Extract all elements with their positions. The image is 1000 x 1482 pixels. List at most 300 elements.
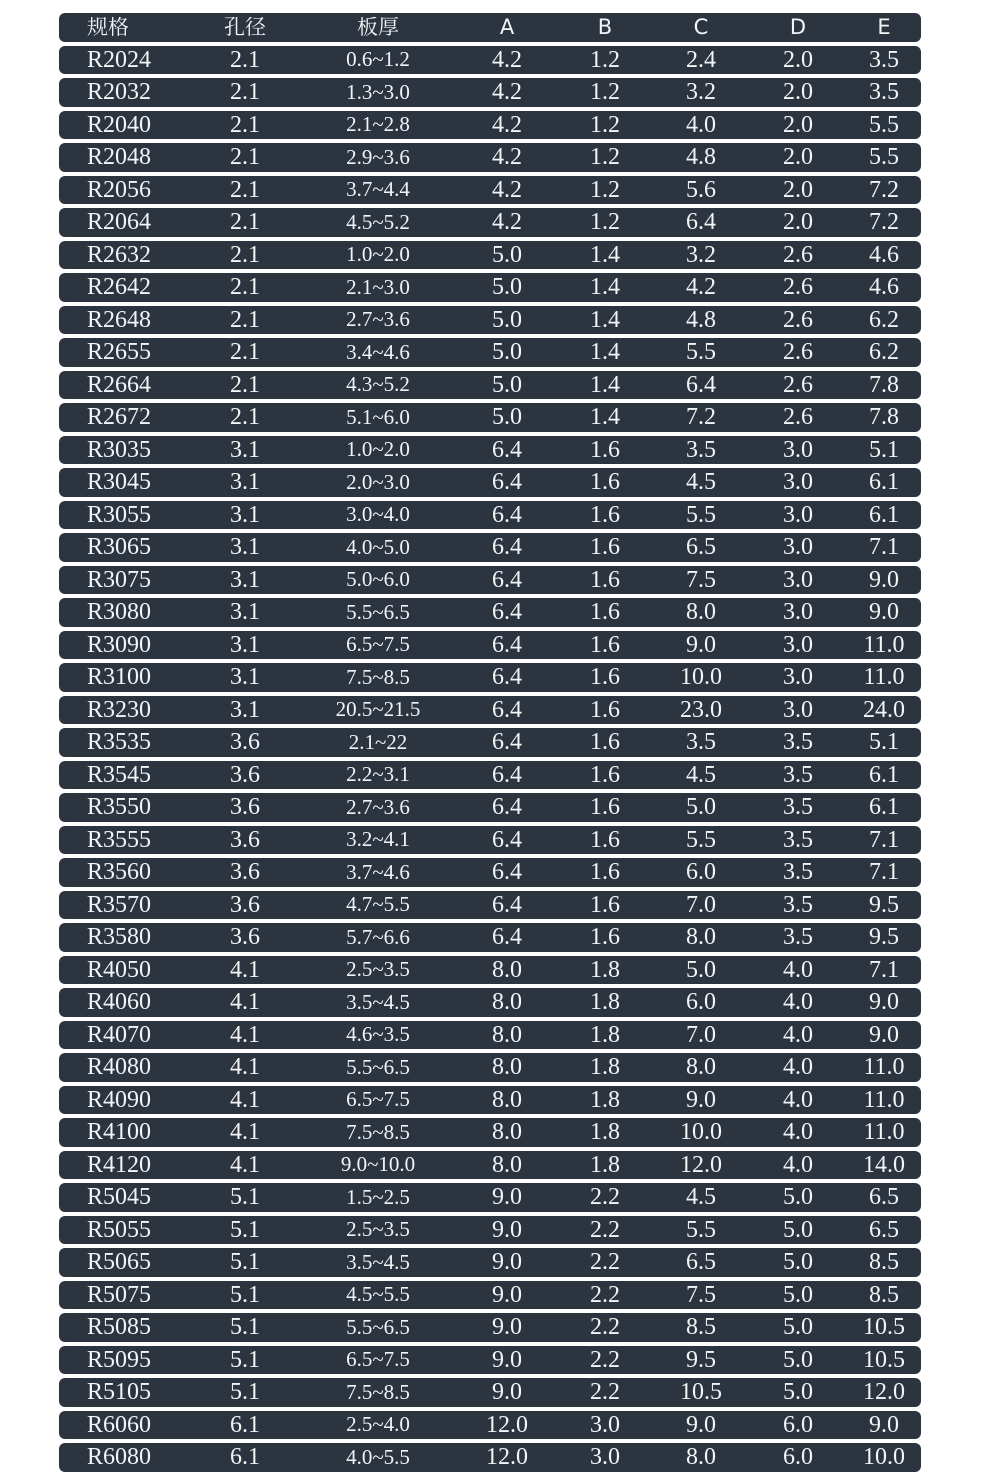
cell-c: 3.2 bbox=[686, 80, 716, 105]
cell-d: 2.6 bbox=[783, 275, 813, 300]
cell-a: 9.0 bbox=[492, 1380, 522, 1405]
cell-plate-thickness: 4.0~5.0 bbox=[346, 536, 410, 558]
cell-d: 2.0 bbox=[783, 47, 813, 72]
header-hole-diameter: 孔径 bbox=[224, 16, 266, 38]
table-row bbox=[59, 533, 921, 562]
cell-b: 2.2 bbox=[590, 1347, 620, 1372]
cell-b: 1.8 bbox=[590, 990, 620, 1015]
cell-d: 4.0 bbox=[783, 1087, 813, 1112]
cell-b: 1.2 bbox=[590, 47, 620, 72]
cell-c: 8.0 bbox=[686, 600, 716, 625]
cell-spec: R2024 bbox=[87, 47, 152, 72]
cell-spec: R3080 bbox=[87, 600, 152, 625]
table-row bbox=[59, 1216, 921, 1245]
cell-hole-diameter: 2.1 bbox=[230, 177, 260, 202]
cell-a: 9.0 bbox=[492, 1282, 522, 1307]
cell-b: 1.6 bbox=[590, 925, 620, 950]
cell-e: 8.5 bbox=[869, 1282, 899, 1307]
cell-a: 6.4 bbox=[492, 892, 522, 917]
table-row bbox=[59, 631, 921, 660]
cell-c: 7.5 bbox=[686, 1282, 716, 1307]
cell-a: 6.4 bbox=[492, 567, 522, 592]
cell-a: 12.0 bbox=[486, 1445, 528, 1470]
cell-hole-diameter: 3.1 bbox=[230, 437, 260, 462]
cell-spec: R4100 bbox=[87, 1120, 152, 1145]
cell-e: 9.5 bbox=[869, 892, 899, 917]
header-d: D bbox=[789, 16, 807, 38]
cell-plate-thickness: 0.6~1.2 bbox=[346, 49, 410, 71]
cell-d: 3.5 bbox=[783, 795, 813, 820]
cell-e: 10.5 bbox=[863, 1315, 905, 1340]
cell-a: 4.2 bbox=[492, 210, 522, 235]
cell-b: 1.4 bbox=[590, 405, 620, 430]
cell-a: 6.4 bbox=[492, 860, 522, 885]
table-row bbox=[59, 793, 921, 822]
cell-b: 1.8 bbox=[590, 1120, 620, 1145]
table-row bbox=[59, 501, 921, 530]
cell-plate-thickness: 2.1~22 bbox=[348, 731, 408, 753]
cell-spec: R4090 bbox=[87, 1087, 152, 1112]
cell-e: 12.0 bbox=[863, 1380, 905, 1405]
cell-spec: R4070 bbox=[87, 1022, 152, 1047]
table-row bbox=[59, 143, 921, 172]
cell-plate-thickness: 2.1~3.0 bbox=[346, 276, 410, 298]
table-row bbox=[59, 468, 921, 497]
table-row bbox=[59, 663, 921, 692]
spec-table bbox=[59, 13, 921, 1476]
cell-c: 5.5 bbox=[686, 1217, 716, 1242]
cell-c: 8.0 bbox=[686, 1445, 716, 1470]
cell-c: 12.0 bbox=[680, 1152, 722, 1177]
cell-a: 6.4 bbox=[492, 925, 522, 950]
cell-plate-thickness: 5.5~6.5 bbox=[346, 601, 410, 623]
cell-e: 3.5 bbox=[869, 80, 899, 105]
cell-d: 4.0 bbox=[783, 1120, 813, 1145]
cell-e: 7.1 bbox=[869, 535, 899, 560]
cell-plate-thickness: 3.2~4.1 bbox=[346, 829, 410, 851]
cell-a: 6.4 bbox=[492, 730, 522, 755]
cell-b: 1.4 bbox=[590, 275, 620, 300]
cell-b: 1.8 bbox=[590, 1022, 620, 1047]
cell-d: 3.0 bbox=[783, 600, 813, 625]
cell-a: 6.4 bbox=[492, 795, 522, 820]
table-row bbox=[59, 891, 921, 920]
cell-plate-thickness: 2.5~4.0 bbox=[346, 1414, 410, 1436]
cell-hole-diameter: 6.1 bbox=[230, 1412, 260, 1437]
cell-e: 11.0 bbox=[863, 632, 905, 657]
cell-hole-diameter: 3.1 bbox=[230, 665, 260, 690]
cell-c: 6.5 bbox=[686, 535, 716, 560]
cell-e: 11.0 bbox=[863, 1055, 905, 1080]
cell-b: 1.4 bbox=[590, 340, 620, 365]
cell-a: 6.4 bbox=[492, 665, 522, 690]
table-row bbox=[59, 1086, 921, 1115]
cell-b: 1.6 bbox=[590, 762, 620, 787]
cell-spec: R6080 bbox=[87, 1445, 152, 1470]
table-row bbox=[59, 371, 921, 400]
cell-c: 8.5 bbox=[686, 1315, 716, 1340]
cell-e: 14.0 bbox=[863, 1152, 905, 1177]
cell-plate-thickness: 2.1~2.8 bbox=[346, 114, 410, 136]
cell-spec: R5095 bbox=[87, 1347, 152, 1372]
cell-hole-diameter: 4.1 bbox=[230, 957, 260, 982]
cell-b: 1.6 bbox=[590, 600, 620, 625]
cell-c: 5.6 bbox=[686, 177, 716, 202]
cell-e: 7.8 bbox=[869, 372, 899, 397]
cell-a: 4.2 bbox=[492, 145, 522, 170]
cell-d: 4.0 bbox=[783, 957, 813, 982]
table-row bbox=[59, 1281, 921, 1310]
cell-e: 9.0 bbox=[869, 600, 899, 625]
cell-b: 1.6 bbox=[590, 470, 620, 495]
cell-a: 6.4 bbox=[492, 502, 522, 527]
table-row bbox=[59, 176, 921, 205]
cell-a: 8.0 bbox=[492, 1055, 522, 1080]
cell-a: 8.0 bbox=[492, 990, 522, 1015]
cell-a: 8.0 bbox=[492, 1087, 522, 1112]
cell-hole-diameter: 2.1 bbox=[230, 307, 260, 332]
cell-hole-diameter: 5.1 bbox=[230, 1315, 260, 1340]
cell-d: 3.0 bbox=[783, 632, 813, 657]
cell-plate-thickness: 1.0~2.0 bbox=[346, 439, 410, 461]
table-row bbox=[59, 1248, 921, 1277]
cell-hole-diameter: 3.6 bbox=[230, 762, 260, 787]
cell-a: 5.0 bbox=[492, 275, 522, 300]
cell-a: 9.0 bbox=[492, 1250, 522, 1275]
cell-plate-thickness: 2.7~3.6 bbox=[346, 796, 410, 818]
cell-hole-diameter: 4.1 bbox=[230, 1087, 260, 1112]
cell-e: 6.5 bbox=[869, 1185, 899, 1210]
cell-a: 6.4 bbox=[492, 470, 522, 495]
cell-b: 1.2 bbox=[590, 145, 620, 170]
cell-a: 9.0 bbox=[492, 1185, 522, 1210]
table-row bbox=[59, 111, 921, 140]
cell-b: 1.6 bbox=[590, 892, 620, 917]
cell-c: 4.8 bbox=[686, 145, 716, 170]
cell-d: 3.0 bbox=[783, 665, 813, 690]
cell-b: 2.2 bbox=[590, 1185, 620, 1210]
table-header-row bbox=[59, 13, 921, 42]
cell-d: 5.0 bbox=[783, 1185, 813, 1210]
cell-spec: R3075 bbox=[87, 567, 152, 592]
cell-e: 4.6 bbox=[869, 242, 899, 267]
cell-c: 23.0 bbox=[680, 697, 722, 722]
cell-spec: R2032 bbox=[87, 80, 152, 105]
cell-d: 5.0 bbox=[783, 1282, 813, 1307]
cell-b: 1.6 bbox=[590, 502, 620, 527]
cell-e: 5.5 bbox=[869, 112, 899, 137]
cell-plate-thickness: 7.5~8.5 bbox=[346, 666, 410, 688]
cell-plate-thickness: 4.5~5.5 bbox=[346, 1284, 410, 1306]
cell-hole-diameter: 3.6 bbox=[230, 860, 260, 885]
cell-hole-diameter: 5.1 bbox=[230, 1282, 260, 1307]
cell-hole-diameter: 2.1 bbox=[230, 372, 260, 397]
cell-spec: R5075 bbox=[87, 1282, 152, 1307]
table-row bbox=[59, 208, 921, 237]
cell-d: 6.0 bbox=[783, 1445, 813, 1470]
cell-hole-diameter: 3.6 bbox=[230, 827, 260, 852]
cell-b: 1.8 bbox=[590, 1087, 620, 1112]
cell-plate-thickness: 3.5~4.5 bbox=[346, 991, 410, 1013]
cell-c: 9.0 bbox=[686, 632, 716, 657]
cell-plate-thickness: 3.7~4.4 bbox=[346, 179, 410, 201]
cell-e: 6.1 bbox=[869, 470, 899, 495]
cell-c: 4.0 bbox=[686, 112, 716, 137]
cell-d: 5.0 bbox=[783, 1250, 813, 1275]
cell-a: 5.0 bbox=[492, 340, 522, 365]
cell-spec: R4060 bbox=[87, 990, 152, 1015]
cell-b: 2.2 bbox=[590, 1380, 620, 1405]
cell-c: 6.4 bbox=[686, 210, 716, 235]
cell-e: 8.5 bbox=[869, 1250, 899, 1275]
cell-b: 3.0 bbox=[590, 1445, 620, 1470]
cell-e: 6.2 bbox=[869, 340, 899, 365]
cell-spec: R2664 bbox=[87, 372, 152, 397]
cell-d: 3.5 bbox=[783, 860, 813, 885]
cell-hole-diameter: 5.1 bbox=[230, 1380, 260, 1405]
cell-spec: R3045 bbox=[87, 470, 152, 495]
cell-hole-diameter: 4.1 bbox=[230, 1055, 260, 1080]
cell-hole-diameter: 2.1 bbox=[230, 145, 260, 170]
cell-b: 2.2 bbox=[590, 1282, 620, 1307]
cell-b: 2.2 bbox=[590, 1250, 620, 1275]
cell-hole-diameter: 3.6 bbox=[230, 795, 260, 820]
cell-c: 6.0 bbox=[686, 990, 716, 1015]
cell-plate-thickness: 9.0~10.0 bbox=[340, 1154, 416, 1176]
cell-a: 8.0 bbox=[492, 1022, 522, 1047]
cell-a: 4.2 bbox=[492, 112, 522, 137]
cell-hole-diameter: 2.1 bbox=[230, 80, 260, 105]
cell-spec: R3545 bbox=[87, 762, 152, 787]
cell-hole-diameter: 2.1 bbox=[230, 242, 260, 267]
cell-d: 3.0 bbox=[783, 437, 813, 462]
cell-d: 2.6 bbox=[783, 307, 813, 332]
cell-hole-diameter: 5.1 bbox=[230, 1250, 260, 1275]
table-row bbox=[59, 46, 921, 75]
cell-b: 2.2 bbox=[590, 1315, 620, 1340]
table-row bbox=[59, 1378, 921, 1407]
table-row bbox=[59, 761, 921, 790]
cell-b: 1.6 bbox=[590, 827, 620, 852]
cell-a: 6.4 bbox=[492, 632, 522, 657]
table-row bbox=[59, 273, 921, 302]
cell-c: 9.0 bbox=[686, 1087, 716, 1112]
cell-plate-thickness: 20.5~21.5 bbox=[335, 699, 421, 721]
cell-d: 3.0 bbox=[783, 535, 813, 560]
cell-d: 2.0 bbox=[783, 210, 813, 235]
table-row bbox=[59, 436, 921, 465]
cell-d: 3.5 bbox=[783, 730, 813, 755]
cell-c: 9.0 bbox=[686, 1412, 716, 1437]
cell-b: 1.4 bbox=[590, 372, 620, 397]
table-row bbox=[59, 988, 921, 1017]
cell-a: 6.4 bbox=[492, 762, 522, 787]
cell-c: 4.8 bbox=[686, 307, 716, 332]
cell-plate-thickness: 7.5~8.5 bbox=[346, 1121, 410, 1143]
cell-hole-diameter: 4.1 bbox=[230, 1120, 260, 1145]
cell-plate-thickness: 1.0~2.0 bbox=[346, 244, 410, 266]
cell-hole-diameter: 3.1 bbox=[230, 502, 260, 527]
cell-spec: R2056 bbox=[87, 177, 152, 202]
cell-a: 6.4 bbox=[492, 535, 522, 560]
cell-plate-thickness: 4.5~5.2 bbox=[346, 211, 410, 233]
cell-plate-thickness: 3.0~4.0 bbox=[346, 504, 410, 526]
cell-plate-thickness: 5.5~6.5 bbox=[346, 1316, 410, 1338]
cell-b: 1.6 bbox=[590, 567, 620, 592]
cell-c: 5.0 bbox=[686, 795, 716, 820]
cell-d: 2.0 bbox=[783, 112, 813, 137]
cell-e: 6.1 bbox=[869, 762, 899, 787]
cell-hole-diameter: 3.1 bbox=[230, 600, 260, 625]
cell-plate-thickness: 5.5~6.5 bbox=[346, 1056, 410, 1078]
cell-spec: R3560 bbox=[87, 860, 152, 885]
cell-e: 9.0 bbox=[869, 567, 899, 592]
cell-spec: R3535 bbox=[87, 730, 152, 755]
cell-plate-thickness: 1.5~2.5 bbox=[346, 1186, 410, 1208]
cell-hole-diameter: 6.1 bbox=[230, 1445, 260, 1470]
cell-spec: R5085 bbox=[87, 1315, 152, 1340]
cell-b: 1.2 bbox=[590, 210, 620, 235]
cell-d: 5.0 bbox=[783, 1217, 813, 1242]
cell-c: 7.0 bbox=[686, 892, 716, 917]
cell-plate-thickness: 1.3~3.0 bbox=[346, 81, 410, 103]
cell-e: 7.2 bbox=[869, 210, 899, 235]
table-row bbox=[59, 696, 921, 725]
table-row bbox=[59, 1021, 921, 1050]
cell-spec: R2672 bbox=[87, 405, 152, 430]
cell-hole-diameter: 3.6 bbox=[230, 892, 260, 917]
table-body bbox=[59, 46, 921, 1472]
cell-spec: R5055 bbox=[87, 1217, 152, 1242]
header-b: B bbox=[597, 16, 613, 38]
cell-d: 5.0 bbox=[783, 1315, 813, 1340]
cell-e: 11.0 bbox=[863, 1120, 905, 1145]
cell-b: 1.2 bbox=[590, 80, 620, 105]
cell-plate-thickness: 2.5~3.5 bbox=[346, 959, 410, 981]
cell-b: 1.6 bbox=[590, 795, 620, 820]
cell-plate-thickness: 3.7~4.6 bbox=[346, 861, 410, 883]
cell-plate-thickness: 2.9~3.6 bbox=[346, 146, 410, 168]
cell-d: 2.0 bbox=[783, 145, 813, 170]
cell-a: 12.0 bbox=[486, 1412, 528, 1437]
cell-e: 6.1 bbox=[869, 502, 899, 527]
cell-d: 3.0 bbox=[783, 697, 813, 722]
cell-e: 5.1 bbox=[869, 437, 899, 462]
cell-e: 5.5 bbox=[869, 145, 899, 170]
cell-hole-diameter: 5.1 bbox=[230, 1347, 260, 1372]
cell-b: 1.6 bbox=[590, 730, 620, 755]
cell-e: 4.6 bbox=[869, 275, 899, 300]
cell-a: 9.0 bbox=[492, 1217, 522, 1242]
cell-hole-diameter: 3.6 bbox=[230, 730, 260, 755]
cell-hole-diameter: 2.1 bbox=[230, 340, 260, 365]
cell-hole-diameter: 2.1 bbox=[230, 47, 260, 72]
cell-a: 6.4 bbox=[492, 827, 522, 852]
cell-hole-diameter: 5.1 bbox=[230, 1217, 260, 1242]
cell-plate-thickness: 3.4~4.6 bbox=[346, 341, 410, 363]
cell-spec: R3055 bbox=[87, 502, 152, 527]
cell-e: 9.0 bbox=[869, 1412, 899, 1437]
cell-spec: R2040 bbox=[87, 112, 152, 137]
cell-c: 5.5 bbox=[686, 827, 716, 852]
cell-spec: R2632 bbox=[87, 242, 152, 267]
cell-hole-diameter: 3.6 bbox=[230, 925, 260, 950]
cell-d: 4.0 bbox=[783, 1152, 813, 1177]
cell-a: 8.0 bbox=[492, 1152, 522, 1177]
cell-b: 1.8 bbox=[590, 1152, 620, 1177]
cell-c: 5.5 bbox=[686, 502, 716, 527]
cell-plate-thickness: 7.5~8.5 bbox=[346, 1381, 410, 1403]
cell-a: 5.0 bbox=[492, 405, 522, 430]
cell-e: 11.0 bbox=[863, 1087, 905, 1112]
table-row bbox=[59, 956, 921, 985]
cell-c: 2.4 bbox=[686, 47, 716, 72]
header-c: C bbox=[693, 16, 709, 38]
cell-spec: R3035 bbox=[87, 437, 152, 462]
cell-hole-diameter: 2.1 bbox=[230, 112, 260, 137]
cell-b: 1.6 bbox=[590, 697, 620, 722]
cell-c: 7.0 bbox=[686, 1022, 716, 1047]
table-row bbox=[59, 78, 921, 107]
cell-c: 10.0 bbox=[680, 1120, 722, 1145]
cell-hole-diameter: 5.1 bbox=[230, 1185, 260, 1210]
cell-c: 7.5 bbox=[686, 567, 716, 592]
cell-b: 1.4 bbox=[590, 307, 620, 332]
cell-c: 8.0 bbox=[686, 1055, 716, 1080]
cell-hole-diameter: 3.1 bbox=[230, 567, 260, 592]
header-a: A bbox=[499, 16, 515, 38]
table-row bbox=[59, 1151, 921, 1180]
cell-d: 5.0 bbox=[783, 1380, 813, 1405]
cell-c: 6.4 bbox=[686, 372, 716, 397]
cell-spec: R2064 bbox=[87, 210, 152, 235]
cell-d: 2.0 bbox=[783, 177, 813, 202]
cell-hole-diameter: 4.1 bbox=[230, 990, 260, 1015]
cell-e: 7.1 bbox=[869, 957, 899, 982]
cell-e: 7.1 bbox=[869, 860, 899, 885]
cell-b: 1.6 bbox=[590, 860, 620, 885]
table-row bbox=[59, 1346, 921, 1375]
table-row bbox=[59, 241, 921, 270]
cell-e: 3.5 bbox=[869, 47, 899, 72]
cell-b: 1.6 bbox=[590, 535, 620, 560]
cell-e: 6.1 bbox=[869, 795, 899, 820]
cell-plate-thickness: 4.0~5.5 bbox=[346, 1446, 410, 1468]
cell-d: 3.5 bbox=[783, 827, 813, 852]
table-row bbox=[59, 1411, 921, 1440]
cell-b: 1.2 bbox=[590, 112, 620, 137]
cell-spec: R3065 bbox=[87, 535, 152, 560]
cell-c: 8.0 bbox=[686, 925, 716, 950]
table-row bbox=[59, 1313, 921, 1342]
cell-spec: R5045 bbox=[87, 1185, 152, 1210]
cell-a: 6.4 bbox=[492, 437, 522, 462]
cell-spec: R2642 bbox=[87, 275, 152, 300]
cell-d: 3.5 bbox=[783, 925, 813, 950]
cell-c: 4.5 bbox=[686, 1185, 716, 1210]
cell-e: 9.0 bbox=[869, 990, 899, 1015]
cell-spec: R6060 bbox=[87, 1412, 152, 1437]
cell-plate-thickness: 5.7~6.6 bbox=[346, 926, 410, 948]
cell-spec: R3580 bbox=[87, 925, 152, 950]
cell-plate-thickness: 6.5~7.5 bbox=[346, 634, 410, 656]
cell-d: 2.6 bbox=[783, 372, 813, 397]
cell-spec: R3570 bbox=[87, 892, 152, 917]
cell-d: 2.0 bbox=[783, 80, 813, 105]
cell-a: 6.4 bbox=[492, 697, 522, 722]
cell-b: 2.2 bbox=[590, 1217, 620, 1242]
cell-spec: R3555 bbox=[87, 827, 152, 852]
